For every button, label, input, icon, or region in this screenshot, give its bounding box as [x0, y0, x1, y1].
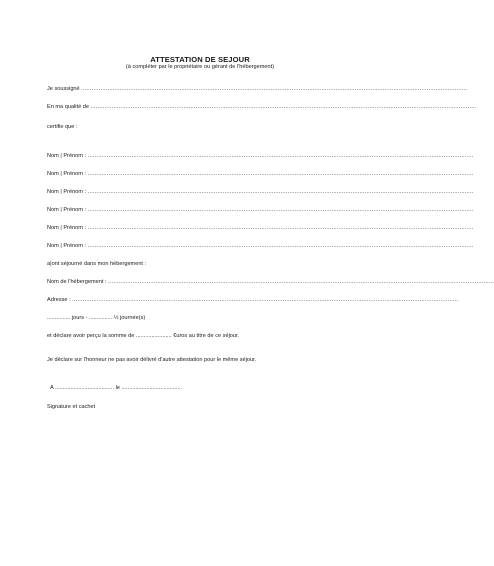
montant-line[interactable]: et déclare avoir perçu la somme de ....................... €uros au titre de ce séjour. — [47, 333, 240, 339]
guest-label: Nom | Prénom : — [47, 207, 87, 213]
qualite-line — [47, 104, 477, 111]
guest-row — [47, 207, 474, 214]
guest-label: Nom | Prénom : — [47, 189, 87, 195]
lieu-date-line[interactable]: A ...................................... le ....................................... — [50, 385, 183, 391]
guest-field[interactable]: ............................................................................................................................................................................................................................ — [87, 189, 474, 195]
adresse-line — [47, 297, 459, 304]
guest-row — [47, 225, 474, 232]
guest-label: Nom | Prénom : — [47, 153, 87, 159]
guest-row — [47, 189, 474, 196]
hebergement-label: Nom de l'hébergement : — [47, 279, 107, 285]
soussigne-field[interactable]: ............................................................................................................................................................................................................................ — [81, 86, 468, 92]
sejourne-label: a|ont séjourné dans mon hébergement : — [47, 261, 147, 267]
guest-row — [47, 153, 474, 160]
certifie-label: certifie que : — [47, 124, 78, 130]
guest-field[interactable]: ............................................................................................................................................................................................................................ — [87, 225, 474, 231]
hebergement-line — [47, 279, 494, 286]
soussigne-line — [47, 86, 468, 93]
guest-field[interactable]: ............................................................................................................................................................................................................................ — [87, 207, 474, 213]
guest-label: Nom | Prénom : — [47, 225, 87, 231]
declaration-text: Je déclare sur l'honneur ne pas avoir délivré d'autre attestation pour le même séjour. — [47, 357, 257, 363]
qualite-field[interactable]: ............................................................................................................................................................................................................................ — [90, 104, 477, 110]
guest-field[interactable]: ............................................................................................................................................................................................................................ — [87, 171, 474, 177]
guest-label: Nom | Prénom : — [47, 243, 87, 249]
adresse-field[interactable]: ............................................................................................................................................................................................................................ — [72, 297, 459, 303]
document-subtitle: (à compléter par le propriétaire ou gérant de l'hébergement) — [125, 64, 275, 70]
guest-field[interactable]: ............................................................................................................................................................................................................................ — [87, 153, 474, 159]
soussigne-label: Je soussigné — [47, 86, 80, 92]
qualite-label: En ma qualité de — [47, 104, 89, 110]
duree-line[interactable]: ............... jours - ............... ½ journée(s) — [47, 315, 146, 321]
guest-row — [47, 171, 474, 178]
adresse-label: Adresse : — [47, 297, 71, 303]
signature-label: Signature et cachet — [47, 404, 96, 410]
guest-label: Nom | Prénom : — [47, 171, 87, 177]
guest-row — [47, 243, 474, 250]
document-title: ATTESTATION DE SEJOUR — [150, 55, 250, 64]
guest-field[interactable]: ............................................................................................................................................................................................................................ — [87, 243, 474, 249]
hebergement-field[interactable]: ............................................................................................................................................................................................................................ — [108, 279, 494, 285]
